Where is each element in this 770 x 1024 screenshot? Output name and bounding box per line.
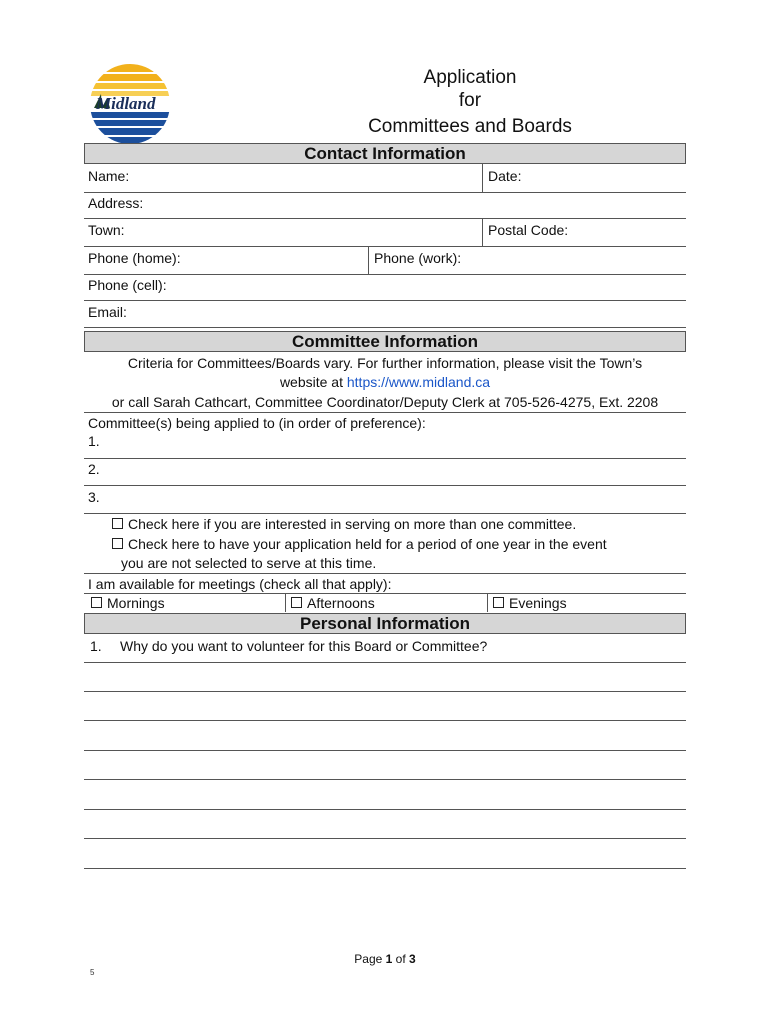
divider	[487, 593, 488, 612]
preference-3: 3.	[88, 489, 100, 505]
answer-line[interactable]	[84, 691, 686, 692]
criteria-line-3: or call Sarah Cathcart, Committee Coordinator/Deputy Clerk at 705-526-4275, Ext. 2208	[111, 394, 659, 410]
title-line-1: Application	[423, 67, 517, 88]
question-1-text: Why do you want to volunteer for this Board or Committee?	[120, 638, 488, 654]
address-label: Address:	[88, 195, 144, 211]
name-label: Name:	[88, 168, 130, 184]
field-line	[84, 458, 686, 459]
checkbox-icon[interactable]	[112, 518, 123, 529]
checkbox-icon[interactable]	[112, 538, 123, 549]
availability-label: I am available for meetings (check all that apply):	[88, 576, 392, 592]
criteria-line-2-prefix: website at	[279, 374, 347, 390]
date-label: Date:	[488, 168, 522, 184]
field-line	[84, 246, 686, 247]
multiple-committees-text: Check here if you are interested in serving on more than one committee.	[128, 516, 577, 532]
committee-section-header: Committee Information	[84, 331, 686, 352]
field-line	[84, 573, 686, 574]
criteria-line-1: Criteria for Committees/Boards vary. For further information, please visit the Town’s	[127, 355, 643, 371]
divider	[482, 164, 483, 192]
checkbox-icon[interactable]	[91, 597, 102, 608]
divider	[285, 593, 286, 612]
answer-line[interactable]	[84, 720, 686, 721]
preference-2: 2.	[88, 461, 100, 477]
multiple-committees-option[interactable]	[112, 516, 576, 533]
hold-application-text-cont: you are not selected to serve at this time.	[121, 555, 377, 571]
field-line	[84, 327, 686, 328]
field-line	[84, 300, 686, 301]
checkbox-icon[interactable]	[493, 597, 504, 608]
title-line-2: for	[458, 90, 482, 111]
personal-section-header: Personal Information	[84, 613, 686, 634]
afternoons-option[interactable]	[291, 595, 375, 612]
answer-line[interactable]	[84, 779, 686, 780]
page-number: Page 1 of 3	[354, 952, 416, 966]
checkbox-icon[interactable]	[291, 597, 302, 608]
midland-logo	[88, 62, 172, 146]
email-label: Email:	[88, 304, 127, 320]
town-label: Town:	[88, 222, 125, 238]
field-line	[84, 274, 686, 275]
field-line	[84, 485, 686, 486]
mornings-text: Mornings	[107, 595, 165, 611]
answer-line[interactable]	[84, 750, 686, 751]
criteria-line-2	[84, 374, 686, 391]
corner-mark: 5	[90, 968, 95, 977]
field-line	[84, 513, 686, 514]
committees-applied-label: Committee(s) being applied to (in order of preference):	[88, 415, 426, 431]
hold-application-text: Check here to have your application held for a period of one year in the event	[128, 536, 607, 552]
field-line	[84, 192, 686, 193]
hold-application-option[interactable]	[112, 536, 607, 553]
question-1-number: 1.	[90, 638, 102, 654]
evenings-text: Evenings	[509, 595, 567, 611]
logo-text: Midland	[96, 94, 156, 113]
field-line	[84, 218, 686, 219]
postal-code-label: Postal Code:	[488, 222, 569, 238]
preference-1: 1.	[88, 433, 100, 449]
town-website-link[interactable]: https://www.midland.ca	[346, 374, 491, 390]
field-line	[84, 593, 686, 594]
divider	[368, 246, 369, 274]
mornings-option[interactable]	[91, 595, 165, 612]
field-line	[84, 412, 686, 413]
title-line-3: Committees and Boards	[368, 116, 572, 137]
divider	[482, 218, 483, 246]
phone-work-label: Phone (work):	[374, 250, 462, 266]
phone-home-label: Phone (home):	[88, 250, 181, 266]
answer-line[interactable]	[84, 838, 686, 839]
phone-cell-label: Phone (cell):	[88, 277, 167, 293]
answer-line[interactable]	[84, 809, 686, 810]
answer-line[interactable]	[84, 868, 686, 869]
answer-line[interactable]	[84, 662, 686, 663]
contact-section-header: Contact Information	[84, 143, 686, 164]
evenings-option[interactable]	[493, 595, 567, 612]
afternoons-text: Afternoons	[307, 595, 375, 611]
